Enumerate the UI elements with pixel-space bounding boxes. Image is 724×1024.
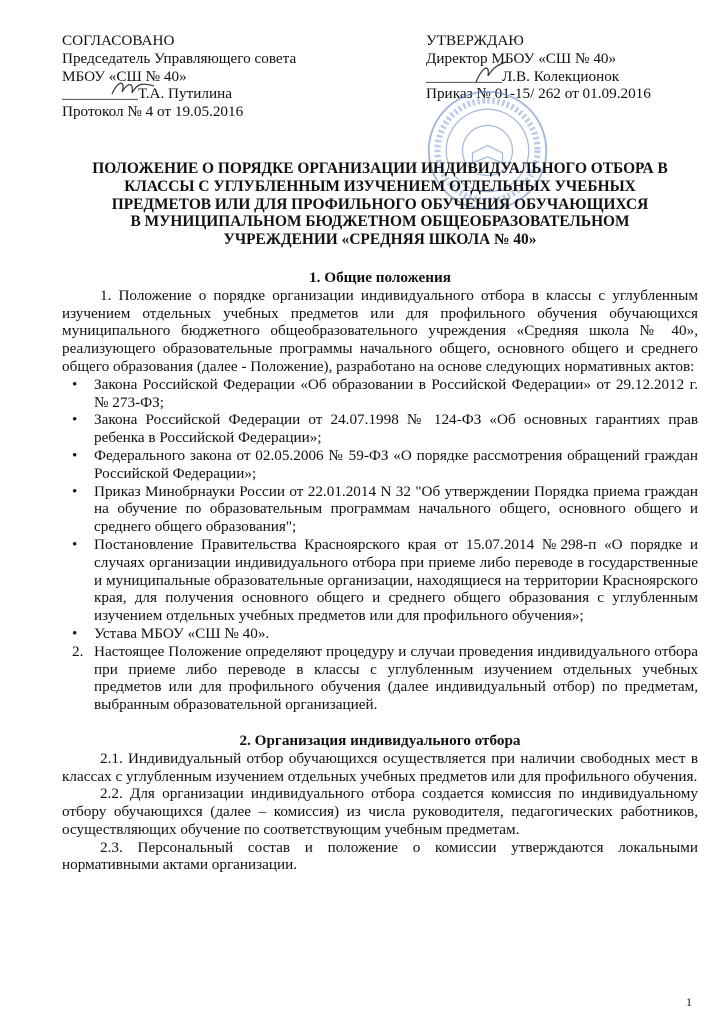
list-item-text: Закона Российской Федерации от 24.07.1998 № 124-ФЗ «Об основных гарантиях прав ребенка в Российской Федерации»; — [94, 411, 698, 447]
list-item-text: Постановление Правительства Красноярского края от 15.07.2014 №298-п «О порядке и случаях организации индивидуального отбора при приеме либо переводе в государственные и муниципальные образовательные организации, находящиеся на территории Красноярского края, для получения основного общего и среднего общего образования с углубленным изучением отдельных учебных предметов или для профильного обучения»; — [94, 535, 698, 625]
numbered-item — [62, 643, 698, 714]
approval-heading: СОГЛАСОВАНО — [62, 32, 175, 49]
section-heading: 2. Организация индивидуального отбора — [239, 731, 521, 749]
title-line: В МУНИЦИПАЛЬНОМ БЮДЖЕТНОМ ОБЩЕОБРАЗОВАТЕЛЬНОМ — [130, 213, 630, 231]
bullet-icon: • — [72, 482, 78, 500]
signature-icon — [470, 58, 510, 86]
title-line: КЛАССЫ С УГЛУБЛЕННЫМ ИЗУЧЕНИЕМ ОТДЕЛЬНЫХ УЧЕБНЫХ — [124, 177, 636, 195]
list-item — [62, 411, 698, 447]
title-line: УЧРЕЖДЕНИИ «СРЕДНЯЯ ШКОЛА № 40» — [223, 231, 537, 249]
document-title — [62, 160, 698, 249]
paragraph: 2.2. Для организации индивидуального отбора создается комиссия по индивидуальному отбору обучающихся (далее – комиссия) из числа руководителя, педагогических работников, осуществляющих обучение по соответствующим учебным предметам. — [62, 785, 698, 838]
document-body — [62, 160, 698, 874]
list-item — [62, 447, 698, 483]
title-line: ПРЕДМЕТОВ ИЛИ ДЛЯ ПРОФИЛЬНОГО ОБУЧЕНИЯ ОБУЧАЮЩИХСЯ — [111, 195, 649, 213]
bullet-icon: • — [72, 411, 78, 429]
approval-block-left — [62, 32, 296, 121]
approval-signature-line: __________Т.А. Путилина — [62, 85, 232, 103]
signature-icon — [108, 78, 158, 100]
list-item-text: Устава МБОУ «СШ № 40». — [94, 624, 270, 642]
page-number: 1 — [686, 995, 692, 1009]
bullet-icon: • — [72, 446, 78, 464]
approval-protocol: Протокол № 4 от 19.05.2016 — [62, 103, 244, 121]
item-number: 2. — [72, 642, 84, 660]
list-item-text: Федерального закона от 02.05.2006 № 59-ФЗ «О порядке рассмотрения обращений граждан Российской Федерации»; — [94, 446, 698, 482]
bullet-icon: • — [72, 535, 78, 553]
list-item-text: Закона Российской Федерации «Об образовании в Российской Федерации» от 29.12.2012 г. № 273-ФЗ; — [94, 375, 698, 411]
bullet-icon: • — [72, 375, 78, 393]
approve-heading: УТВЕРЖДАЮ — [426, 32, 524, 49]
list-item — [62, 483, 698, 536]
list-item-text: Настоящее Положение определяют процедуру и случаи проведения индивидуального отбора при приеме либо переводе в классы с углубленным изучением отдельных учебных предметов или для профильного обучения (далее индивидуальный отбор) по предметам, выбранным образовательной организацией. — [94, 642, 698, 714]
approval-org: МБОУ «СШ № 40» — [62, 67, 187, 85]
list-item-text: Приказ Минобрнауки России от 22.01.2014 N 32 "Об утверждении Порядка приема граждан на обучение по образовательным программам начального общего, основного общего и среднего общего образования"; — [94, 482, 698, 536]
paragraph: 2.3. Персональный состав и положение о комиссии утверждаются локальными нормативными актами организации. — [62, 838, 698, 874]
paragraph: 2.1. Индивидуальный отбор обучающихся осуществляется при наличии свободных мест в классах с углубленным изучением отдельных учебных предметов или для профильного обучения. — [62, 749, 698, 785]
list-item — [62, 376, 698, 412]
legal-acts-list — [62, 376, 698, 714]
title-line: ПОЛОЖЕНИЕ О ПОРЯДКЕ ОРГАНИЗАЦИИ ИНДИВИДУАЛЬНОГО ОТБОРА В — [92, 160, 668, 177]
approve-signature-line: __________Л.В. Колекционок — [426, 67, 620, 85]
approve-order: Приказ № 01-15/ 262 от 01.09.2016 — [426, 85, 651, 103]
list-item — [62, 536, 698, 625]
approve-position: Директор МБОУ «СШ № 40» — [426, 49, 617, 67]
approval-position: Председатель Управляющего совета — [62, 49, 297, 67]
list-item — [62, 625, 698, 643]
section-heading: 1. Общие положения — [309, 268, 451, 286]
paragraph: 1. Положение о порядке организации индивидуального отбора в классы с углубленным изучением отдельных учебных предметов или для профильного обучения обучающихся муниципального бюджетного общеобразовательного учреждения «Средняя школа № 40», реализующего образовательные программы начального общего, основного общего и среднего общего образования (далее - Положение), разработано на основе следующих нормативных актов: — [62, 286, 698, 375]
bullet-icon: • — [72, 624, 78, 642]
